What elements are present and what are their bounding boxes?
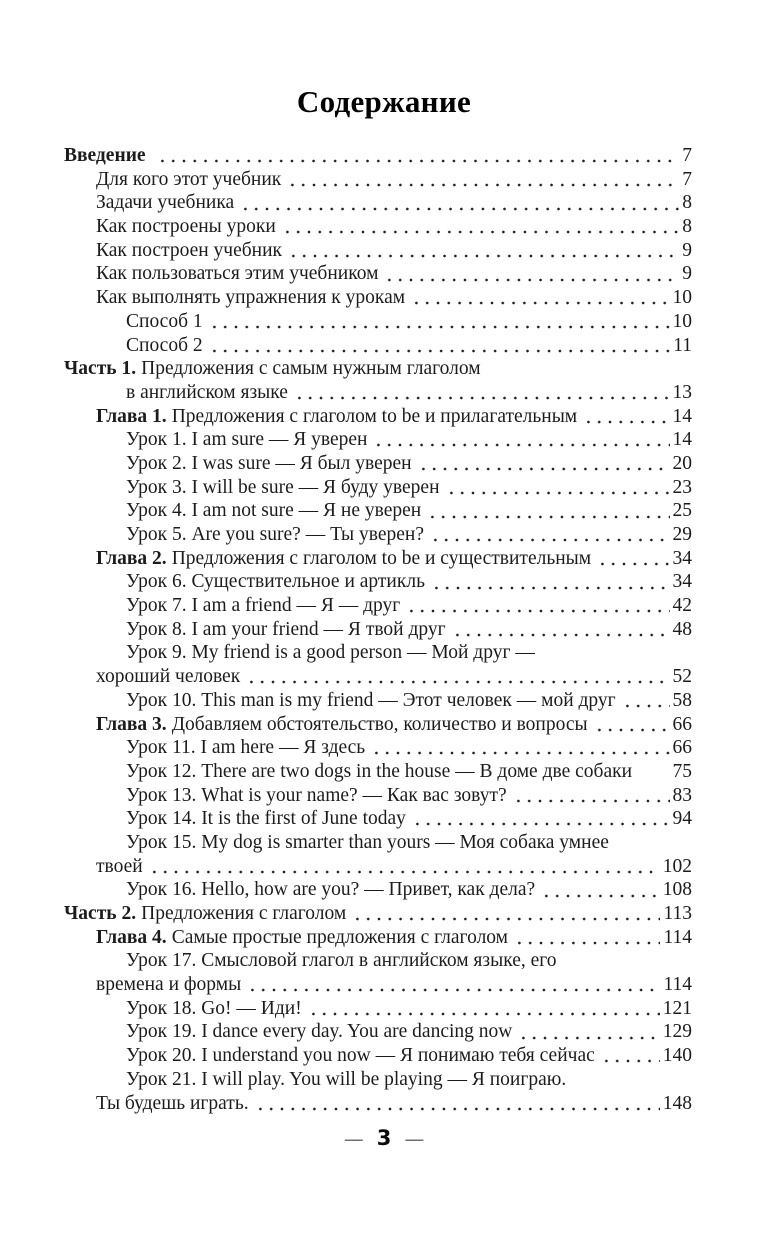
toc-page-number: 34 bbox=[672, 547, 692, 569]
toc-entry-heading: Введение bbox=[64, 145, 146, 166]
toc-line-subsection bbox=[64, 286, 692, 310]
toc-page-number: 10 bbox=[672, 287, 692, 309]
toc-line-chapter bbox=[64, 405, 692, 429]
toc-line-lesson bbox=[64, 831, 692, 855]
toc-entry-text: Предложения с глаголом bbox=[141, 903, 347, 924]
toc-page-number: 48 bbox=[672, 618, 692, 640]
toc-entry-text: Способ 2 bbox=[126, 334, 203, 356]
toc-entry-text: Как выполнять упражнения к урокам bbox=[96, 287, 406, 309]
toc-page-number: 23 bbox=[672, 476, 692, 498]
dot-leader bbox=[382, 262, 679, 286]
toc-page-number: 114 bbox=[663, 974, 692, 996]
toc-entry-text: Урок 3. I will be sure — Я буду уверен bbox=[126, 476, 440, 498]
toc-page-number: 113 bbox=[663, 903, 692, 924]
dot-leader bbox=[511, 784, 670, 808]
dot-leader bbox=[404, 594, 669, 618]
toc-line-chapter bbox=[64, 713, 692, 737]
toc-entry-text: времена и формы bbox=[96, 974, 242, 996]
toc-entry-heading: Часть 1. bbox=[64, 358, 137, 380]
toc-page-number: 11 bbox=[673, 334, 692, 356]
toc-page-number: 7 bbox=[682, 168, 692, 190]
toc-line-subsection bbox=[64, 215, 692, 239]
toc-page-number: 102 bbox=[662, 855, 692, 877]
toc-page-number: 8 bbox=[682, 216, 692, 238]
dot-leader bbox=[285, 168, 679, 192]
footer-dash-left: — bbox=[343, 1126, 364, 1151]
toc-page-number: 20 bbox=[672, 452, 692, 474]
toc-line-chapter bbox=[64, 926, 692, 950]
toc-page-number: 29 bbox=[672, 524, 692, 545]
toc-line-lesson bbox=[64, 878, 692, 902]
toc-line-part bbox=[64, 902, 692, 926]
toc-page-number: 13 bbox=[672, 381, 692, 403]
toc-line-lesson bbox=[64, 1020, 692, 1044]
toc-line-lesson bbox=[64, 1068, 692, 1092]
toc-line-subsubsection bbox=[64, 334, 692, 358]
dot-leader bbox=[416, 452, 670, 476]
toc-line-lesson bbox=[64, 784, 692, 808]
toc-page-number: 25 bbox=[672, 500, 692, 522]
dot-leader bbox=[292, 381, 670, 405]
dot-leader bbox=[207, 310, 670, 334]
toc-entry-text: Как пользоваться этим учебником bbox=[96, 263, 379, 285]
dot-leader bbox=[592, 713, 670, 737]
toc-page-number: 129 bbox=[662, 1021, 692, 1043]
toc-page-number: 14 bbox=[672, 405, 692, 427]
toc-entry-text: Ты будешь играть. bbox=[96, 1092, 249, 1114]
dot-leader bbox=[369, 736, 669, 760]
toc-page-number: 9 bbox=[682, 239, 692, 261]
dot-leader bbox=[512, 926, 660, 950]
toc-page-number: 8 bbox=[682, 192, 692, 214]
toc-line-lesson bbox=[64, 736, 692, 760]
footer-page-number: 3 bbox=[376, 1126, 392, 1151]
toc-page-number: 121 bbox=[662, 997, 692, 1019]
toc-line-chapter bbox=[64, 547, 692, 571]
toc-entry-text: Для кого этот учебник bbox=[96, 168, 282, 190]
toc-entry-text: Урок 19. I dance every day. You are dancing now bbox=[126, 1021, 513, 1043]
dot-leader bbox=[595, 547, 669, 571]
toc-line-lesson bbox=[64, 760, 692, 784]
toc-entry-text: Урок 16. Hello, how are you? — Привет, как дела? bbox=[126, 879, 536, 901]
toc-entry-text: Как построен учебник bbox=[96, 239, 283, 261]
toc-page-number: 94 bbox=[672, 808, 692, 830]
leader-spacer bbox=[636, 760, 669, 784]
toc-line-lesson bbox=[64, 499, 692, 523]
toc-entry-text: хороший человек bbox=[96, 666, 241, 688]
dot-leader bbox=[409, 286, 669, 310]
toc-page-number: 148 bbox=[662, 1092, 692, 1114]
dot-leader bbox=[245, 973, 660, 997]
toc-line-lesson bbox=[64, 452, 692, 476]
dot-leader bbox=[286, 239, 679, 263]
dot-leader bbox=[207, 334, 671, 358]
toc-page-number: 83 bbox=[672, 784, 692, 806]
toc-line-lesson bbox=[64, 618, 692, 642]
dot-leader bbox=[306, 997, 660, 1021]
toc-line-lesson-continuation bbox=[64, 973, 692, 997]
toc-line-lesson bbox=[64, 807, 692, 831]
dot-leader bbox=[155, 144, 680, 168]
dot-leader bbox=[244, 665, 669, 689]
toc-entry-text: Самые простые предложения с глаголом bbox=[171, 926, 509, 948]
toc-line-subsection bbox=[64, 239, 692, 263]
dot-leader bbox=[581, 405, 669, 429]
dot-leader bbox=[444, 476, 670, 500]
toc-line-subsubsection bbox=[64, 310, 692, 334]
toc-line-section bbox=[64, 144, 692, 168]
toc-entry-text: Урок 14. It is the first of June today bbox=[126, 808, 406, 830]
toc-page-number: 114 bbox=[663, 926, 692, 948]
dot-leader bbox=[539, 878, 660, 902]
toc-line-lesson bbox=[64, 428, 692, 452]
dot-leader bbox=[425, 499, 669, 523]
toc-entry-text: Предложения с самым нужным глаголом bbox=[141, 358, 481, 380]
dot-leader bbox=[147, 855, 660, 879]
toc-line-lesson bbox=[64, 641, 692, 665]
dot-leader bbox=[238, 191, 679, 215]
toc-entry-text: Добавляем обстоятельство, количество и вопросы bbox=[171, 713, 588, 735]
toc-entry-text: Урок 18. Go! — Иди! bbox=[126, 997, 302, 1019]
dot-leader bbox=[371, 428, 669, 452]
toc-line-part bbox=[64, 357, 692, 381]
toc-line-lesson-continuation bbox=[64, 855, 692, 879]
toc-entry-text: Как построены уроки bbox=[96, 216, 276, 238]
toc-entry-text: Урок 21. I will play. You will be playing — Я поиграю. bbox=[126, 1068, 567, 1090]
toc-entry-text: Урок 5. Are you sure? — Ты уверен? bbox=[126, 524, 424, 545]
toc-page-number: 9 bbox=[682, 263, 692, 285]
toc-page-number: 34 bbox=[672, 571, 692, 593]
dot-leader bbox=[429, 570, 670, 594]
toc-entry-text: Урок 17. Смысловой глагол в английском языке, его bbox=[126, 950, 557, 972]
toc-page-number: 66 bbox=[672, 737, 692, 759]
toc-entry-text: Урок 10. This man is my friend — Этот человек — мой друг bbox=[126, 689, 616, 711]
toc-entry-text: Урок 8. I am your friend — Я твой друг bbox=[126, 618, 446, 640]
dot-leader bbox=[350, 902, 660, 926]
toc-line-lesson bbox=[64, 476, 692, 500]
toc-entry-text: Урок 9. My friend is a good person — Мой друг — bbox=[126, 642, 535, 664]
dot-leader bbox=[516, 1020, 659, 1044]
toc-line-lesson bbox=[64, 570, 692, 594]
dot-leader bbox=[428, 523, 670, 547]
toc-line-subsection bbox=[64, 191, 692, 215]
toc-line-lesson bbox=[64, 1044, 692, 1068]
toc-line-lesson bbox=[64, 949, 692, 973]
toc-page-number: 140 bbox=[662, 1045, 692, 1067]
toc-line-lesson bbox=[64, 997, 692, 1021]
toc-entry-text: твоей bbox=[96, 855, 143, 877]
toc-entry-text: Предложения с глаголом to be и прилагательным bbox=[171, 405, 578, 427]
toc-page-number: 58 bbox=[672, 689, 692, 711]
toc-line-lesson bbox=[64, 689, 692, 713]
dot-leader bbox=[599, 1044, 660, 1068]
table-of-contents bbox=[0, 144, 768, 1115]
toc-page-number: 108 bbox=[662, 879, 692, 901]
toc-line-lesson-continuation bbox=[64, 1092, 692, 1116]
toc-entry-text: Урок 20. I understand you now — Я понимаю тебя сейчас bbox=[126, 1045, 595, 1067]
toc-entry-text: Урок 13. What is your name? — Как вас зовут? bbox=[126, 784, 507, 806]
toc-entry-text: в английском языке bbox=[126, 381, 288, 403]
toc-entry-text: Урок 1. I am sure — Я уверен bbox=[126, 429, 368, 451]
dot-leader bbox=[450, 618, 670, 642]
toc-line-subsection bbox=[64, 168, 692, 192]
toc-page-number: 7 bbox=[682, 145, 692, 166]
toc-entry-text: Урок 15. My dog is smarter than yours — Моя собака умнее bbox=[126, 831, 609, 853]
toc-page-number: 14 bbox=[672, 429, 692, 451]
footer-dash-right: — bbox=[404, 1126, 425, 1151]
page-footer bbox=[0, 1128, 768, 1149]
toc-line-lesson bbox=[64, 523, 692, 547]
toc-line-part-continuation bbox=[64, 381, 692, 405]
toc-line-lesson bbox=[64, 594, 692, 618]
toc-line-lesson-continuation bbox=[64, 665, 692, 689]
toc-entry-heading: Глава 3. bbox=[96, 713, 167, 735]
toc-entry-heading: Часть 2. bbox=[64, 903, 137, 924]
dot-leader bbox=[253, 1092, 660, 1116]
toc-entry-text: Урок 4. I am not sure — Я не уверен bbox=[126, 500, 422, 522]
toc-page-number: 42 bbox=[672, 595, 692, 617]
toc-page-number: 66 bbox=[672, 713, 692, 735]
dot-leader bbox=[620, 689, 670, 713]
toc-entry-heading: Глава 2. bbox=[96, 547, 167, 569]
toc-entry-text: Урок 6. Существительное и артикль bbox=[126, 571, 425, 593]
toc-entry-text: Урок 2. I was sure — Я был уверен bbox=[126, 452, 412, 474]
toc-entry-heading: Глава 4. bbox=[96, 926, 167, 948]
dot-leader bbox=[410, 807, 670, 831]
toc-page-number: 75 bbox=[672, 760, 692, 782]
dot-leader bbox=[280, 215, 679, 239]
toc-entry-text: Предложения с глаголом to be и существительным bbox=[171, 547, 592, 569]
toc-entry-text: Урок 12. There are two dogs in the house — В доме две собаки bbox=[126, 760, 633, 782]
toc-entry-text: Способ 1 bbox=[126, 310, 203, 332]
toc-entry-text: Урок 7. I am a friend — Я — друг bbox=[126, 595, 401, 617]
toc-line-subsection bbox=[64, 262, 692, 286]
toc-page-number: 10 bbox=[672, 310, 692, 332]
toc-entry-text: Задачи учебника bbox=[96, 192, 235, 214]
page-title: Содержание bbox=[296, 84, 472, 119]
toc-page-number: 52 bbox=[672, 666, 692, 688]
toc-entry-heading: Глава 1. bbox=[96, 405, 167, 427]
toc-entry-text: Урок 11. I am here — Я здесь bbox=[126, 737, 366, 759]
